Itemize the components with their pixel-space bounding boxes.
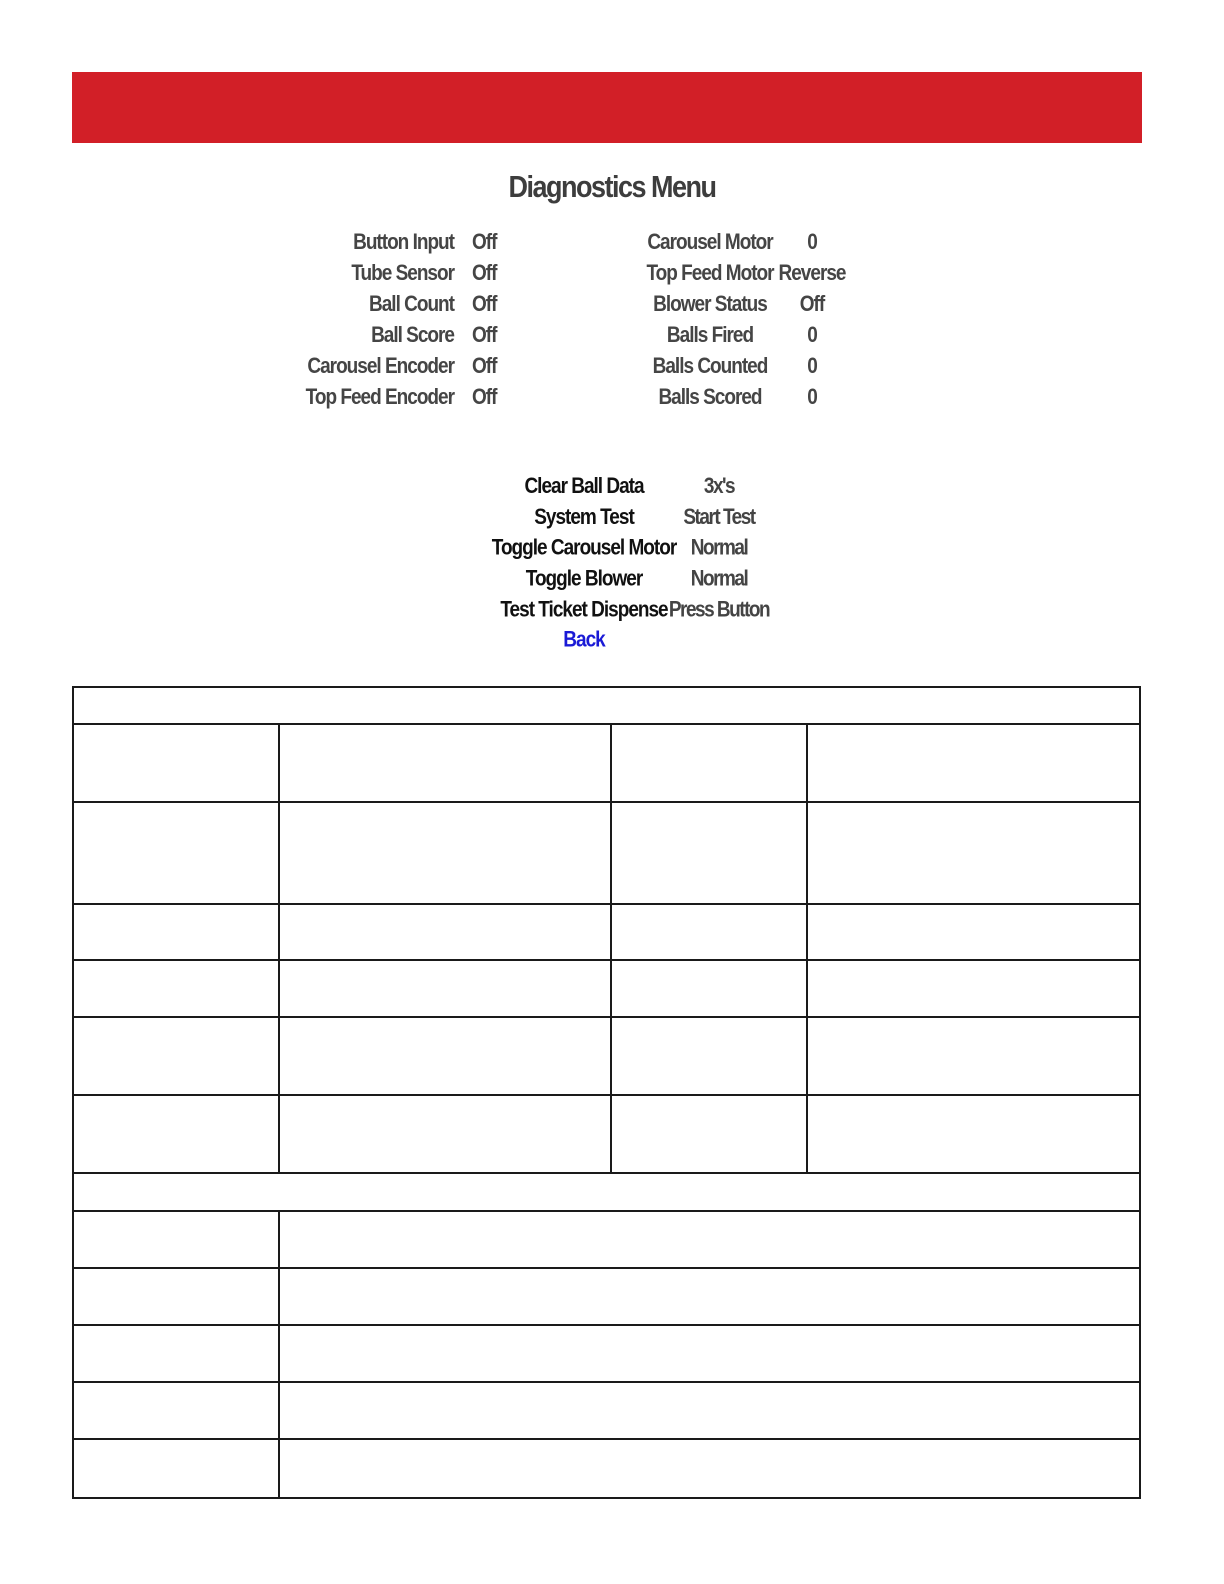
blank-table [72, 686, 1141, 1499]
table-cell [279, 1211, 1140, 1268]
status-label-ball-count: Ball Count [369, 292, 454, 317]
table-cell [279, 1325, 1140, 1382]
table-cell [73, 1439, 279, 1498]
table-cell [807, 802, 1140, 904]
action-label-system-test[interactable]: System Test [534, 505, 634, 530]
action-label-toggle-blower[interactable]: Toggle Blower [525, 567, 643, 592]
header-banner [72, 72, 1142, 143]
status-value-balls-fired: 0 [807, 323, 817, 348]
status-label-blower-status: Blower Status [653, 292, 767, 317]
table-row [73, 724, 1140, 802]
status-label-balls-counted: Balls Counted [652, 354, 768, 379]
table-cell [279, 960, 611, 1017]
action-value-toggle-carousel-motor[interactable]: Normal [690, 536, 748, 561]
table-cell [279, 1268, 1140, 1325]
status-label-carousel-encoder: Carousel Encoder [307, 354, 454, 379]
table-cell [611, 1095, 807, 1173]
table-cell [611, 724, 807, 802]
table-cell [807, 1095, 1140, 1173]
table-cell [73, 724, 279, 802]
table-row [73, 1439, 1140, 1498]
table-cell [611, 802, 807, 904]
table-cell [279, 904, 611, 960]
table-cell [73, 802, 279, 904]
table-cell [73, 1095, 279, 1173]
back-button[interactable]: Back [563, 628, 605, 653]
table-row [73, 1211, 1140, 1268]
table-cell [73, 687, 1140, 724]
table-cell [279, 724, 611, 802]
status-value-balls-scored: 0 [807, 385, 817, 410]
status-label-balls-fired: Balls Fired [666, 323, 754, 348]
table-cell [807, 724, 1140, 802]
table-row [73, 1268, 1140, 1325]
table-cell [279, 1017, 611, 1095]
table-cell [807, 960, 1140, 1017]
status-value-ball-count: Off [472, 292, 497, 317]
table-cell [279, 802, 611, 904]
action-value-system-test[interactable]: Start Test [683, 505, 755, 530]
status-value-carousel-encoder: Off [472, 354, 497, 379]
status-value-balls-counted: 0 [807, 354, 817, 379]
table-cell [611, 960, 807, 1017]
table-cell [807, 1017, 1140, 1095]
table-section-header [73, 687, 1140, 724]
status-label-button-input: Button Input [353, 230, 454, 255]
status-value-tube-sensor: Off [472, 261, 497, 286]
table-cell [611, 904, 807, 960]
table-cell [73, 1382, 279, 1439]
table-cell [279, 1439, 1140, 1498]
table-row [73, 960, 1140, 1017]
action-label-test-ticket-dispense[interactable]: Test Ticket Dispense [500, 598, 668, 623]
status-label-top-feed-motor: Top Feed Motor [646, 261, 774, 286]
table-row [73, 1382, 1140, 1439]
table-cell [73, 1017, 279, 1095]
table-cell [279, 1095, 611, 1173]
table-cell [279, 1382, 1140, 1439]
status-value-button-input: Off [472, 230, 497, 255]
table-cell [73, 1211, 279, 1268]
action-value-test-ticket-dispense[interactable]: Press Button [668, 598, 770, 623]
table-cell [73, 1268, 279, 1325]
table-row [73, 904, 1140, 960]
status-value-top-feed-motor: Reverse [778, 261, 846, 286]
status-value-carousel-motor: 0 [807, 230, 817, 255]
status-label-ball-score: Ball Score [371, 323, 454, 348]
table-cell [73, 1173, 1140, 1211]
table-cell [611, 1017, 807, 1095]
action-value-clear-ball-data[interactable]: 3x's [703, 474, 735, 499]
status-label-tube-sensor: Tube Sensor [351, 261, 454, 286]
table-row [73, 1017, 1140, 1095]
status-value-blower-status: Off [799, 292, 825, 317]
status-value-top-feed-encoder: Off [472, 385, 497, 410]
table-cell [807, 904, 1140, 960]
action-label-clear-ball-data[interactable]: Clear Ball Data [524, 474, 644, 499]
status-label-top-feed-encoder: Top Feed Encoder [305, 385, 454, 410]
page-title: Diagnostics Menu [508, 170, 716, 204]
table-row [73, 802, 1140, 904]
table-section-header [73, 1173, 1140, 1211]
table-cell [73, 904, 279, 960]
table-row [73, 1095, 1140, 1173]
table-cell [73, 1325, 279, 1382]
action-label-toggle-carousel-motor[interactable]: Toggle Carousel Motor [491, 536, 677, 561]
table-row [73, 1325, 1140, 1382]
table-cell [73, 960, 279, 1017]
status-value-ball-score: Off [472, 323, 497, 348]
status-label-balls-scored: Balls Scored [658, 385, 762, 410]
action-value-toggle-blower[interactable]: Normal [690, 567, 748, 592]
status-label-carousel-motor: Carousel Motor [647, 230, 773, 255]
